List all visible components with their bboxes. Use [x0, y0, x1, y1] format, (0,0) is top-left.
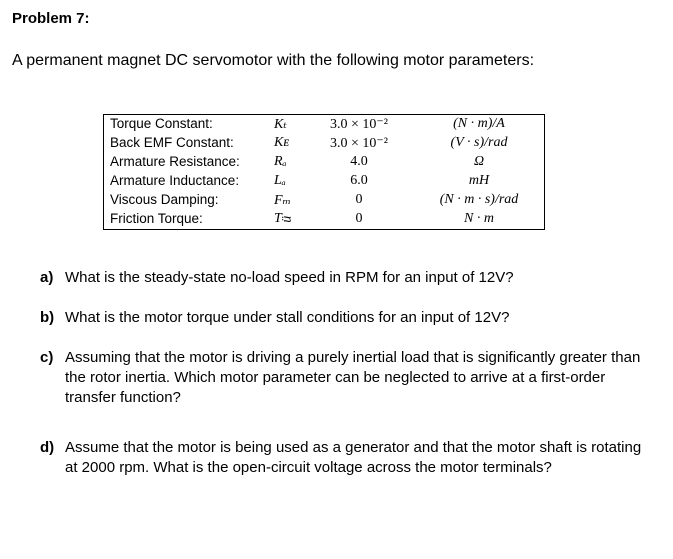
question-text: What is the motor torque under stall conditions for an input of 12V?	[65, 309, 510, 326]
question-label: d)	[40, 439, 55, 456]
param-symbol: Kᴇ	[274, 135, 289, 150]
question-text: Assuming that the motor is driving a purely inertial load that is significantly greater than the rotor inertia. Which motor parameter can be neglected to arrive at a first-order transfer function?	[65, 349, 641, 406]
question-label: a)	[40, 269, 54, 286]
param-name: Armature Resistance:	[110, 154, 240, 169]
param-value: 3.0 × 10⁻²	[330, 136, 388, 151]
question-c	[40, 348, 650, 408]
question-text: Assume that the motor is being used as a generator and that the motor shaft is rotating at 2000 rpm. What is the open-circuit voltage across the motor terminals?	[65, 439, 642, 476]
param-unit: (V · s)/rad	[450, 135, 508, 150]
param-name: Back EMF Constant:	[110, 135, 234, 150]
param-unit: mH	[468, 173, 490, 188]
param-name: Friction Torque:	[110, 211, 203, 226]
param-symbol: Kₜ	[274, 117, 287, 132]
question-text: What is the steady-state no-load speed in RPM for an input of 12V?	[65, 269, 514, 286]
param-value: 0	[355, 192, 363, 207]
parameter-table	[103, 114, 545, 230]
param-symbol: Tᴞ	[274, 211, 292, 226]
param-symbol: Rₐ	[274, 154, 287, 169]
question-a	[40, 268, 650, 288]
question-label: c)	[40, 349, 54, 366]
problem-title: Problem 7:	[12, 10, 90, 27]
param-value: 3.0 × 10⁻²	[330, 117, 388, 132]
param-name: Armature Inductance:	[110, 173, 240, 188]
param-name: Torque Constant:	[110, 116, 213, 131]
param-symbol: Fₘ	[274, 193, 292, 208]
param-unit: (N · m · s)/rad	[439, 192, 519, 207]
param-unit: (N · m)/A	[453, 116, 505, 131]
param-value: 6.0	[350, 173, 368, 188]
param-unit: Ω	[473, 154, 485, 169]
question-label: b)	[40, 309, 55, 326]
question-d	[40, 438, 650, 478]
param-unit: N · m	[464, 211, 494, 226]
param-symbol: Lₐ	[274, 173, 286, 188]
problem-intro: A permanent magnet DC servomotor with the following motor parameters:	[12, 52, 535, 69]
param-value: 0	[355, 211, 363, 226]
question-list	[40, 268, 650, 498]
param-name: Viscous Damping:	[110, 192, 219, 207]
param-value: 4.0	[350, 154, 368, 169]
question-b	[40, 308, 650, 328]
